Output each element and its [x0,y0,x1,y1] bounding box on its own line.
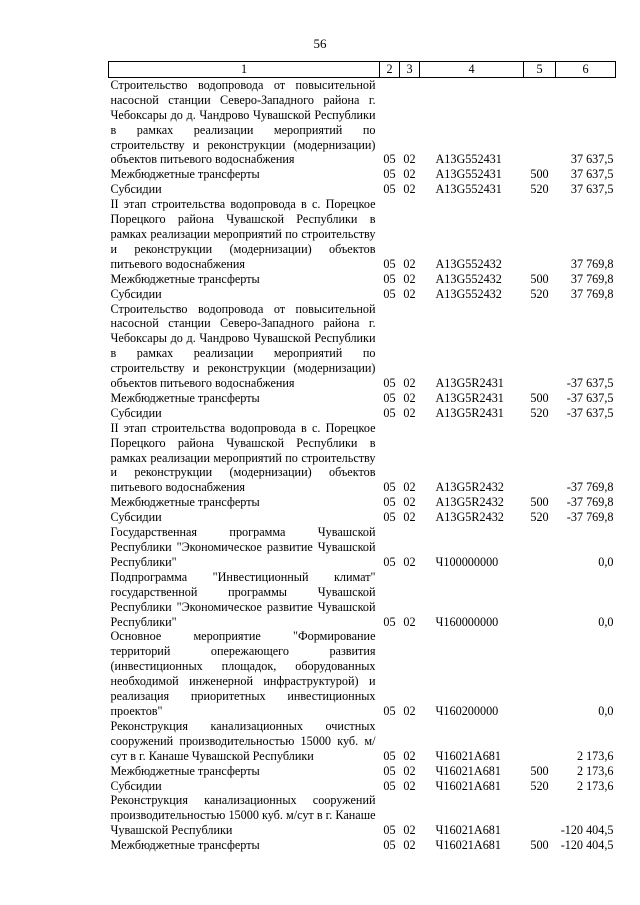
row-target-article: Ч16021А681 [435,778,501,793]
row-target-article: Ч16021А681 [435,823,501,838]
row-target-article: А13G5R2431 [435,390,504,405]
row-section: 05 [383,495,396,510]
table-row [109,421,616,496]
row-expense-type: 520 [530,510,549,525]
row-name: Субсидии [110,286,162,301]
row-expense-type: 520 [530,182,549,197]
row-target-article: Ч100000000 [435,554,499,569]
row-amount: 2 173,6 [576,763,614,778]
row-subsection: 02 [403,703,416,718]
row-subsection: 02 [403,763,416,778]
row-section: 05 [383,823,396,838]
table-row [109,570,616,630]
table-row [109,272,616,287]
row-subsection: 02 [403,376,416,391]
table-row [109,779,616,794]
table-row [109,167,616,182]
table-row [109,793,616,838]
row-subsection: 02 [403,286,416,301]
row-target-article: А13G5R2432 [435,480,504,495]
row-expense-type: 520 [530,286,549,301]
row-name: Межбюджетные трансферты [110,167,260,182]
row-section: 05 [383,703,396,718]
row-target-article: А13G5R2432 [435,495,504,510]
row-subsection: 02 [403,152,416,167]
table-row [109,287,616,302]
row-section: 05 [383,838,396,853]
header-col-4: 4 [420,62,524,78]
table-row [109,525,616,570]
row-expense-type: 500 [530,495,549,510]
row-subsection: 02 [403,182,416,197]
row-subsection: 02 [403,271,416,286]
row-section: 05 [383,778,396,793]
row-expense-type: 500 [530,271,549,286]
table-row [109,77,616,167]
row-expense-type [524,77,556,167]
row-expense-type [524,793,556,838]
row-section: 05 [383,748,396,763]
page-number: 56 [313,36,327,51]
row-section: 05 [383,510,396,525]
row-amount: -37 769,8 [566,510,614,525]
row-amount: 37 769,8 [570,256,614,271]
table-row [109,495,616,510]
row-amount: -37 637,5 [566,390,614,405]
row-subsection: 02 [403,480,416,495]
row-amount: -120 404,5 [560,823,614,838]
row-amount: -37 769,8 [566,495,614,510]
row-amount: 37 637,5 [570,152,614,167]
row-name: II этап строительства водопровода в с. Порецкое Порецкого района Чувашской Республики в рамках реализации мероприятий по строительству и реконструкции (модернизации) объектов питьевого водоснабжения [110,420,376,495]
row-target-article: А13G552431 [435,182,502,197]
row-target-article: А13G5R2432 [435,510,504,525]
row-name: Межбюджетные трансферты [110,495,260,510]
row-subsection: 02 [403,614,416,629]
table-row [109,719,616,764]
row-amount: -37 637,5 [566,376,614,391]
row-expense-type [524,629,556,718]
header-col-6: 6 [556,62,616,78]
row-section: 05 [383,376,396,391]
row-name: Основное мероприятие "Формирование территорий опережающего развития (инвестиционных площадок, оборудованных необходимой инженерной инфраструктурой) и реализация приоритетных инвестиционных проектов" [110,629,376,718]
row-section: 05 [383,480,396,495]
row-amount: -37 769,8 [566,480,614,495]
row-amount: 0,0 [598,703,614,718]
table-row [109,406,616,421]
row-name: Реконструкция канализационных сооружений производительностью 15000 куб. м/сут в г. Канаше Чувашской Республики [110,793,376,838]
table-row [109,838,616,853]
row-expense-type [524,197,556,272]
header-col-2: 2 [380,62,400,78]
row-section: 05 [383,405,396,420]
row-subsection: 02 [403,838,416,853]
row-section: 05 [383,152,396,167]
row-section: 05 [383,763,396,778]
row-target-article: Ч16021А681 [435,838,501,853]
row-target-article: Ч16021А681 [435,748,501,763]
row-subsection: 02 [403,495,416,510]
row-expense-type [524,719,556,764]
row-subsection: 02 [403,510,416,525]
header-col-3: 3 [400,62,420,78]
row-amount: 2 173,6 [576,748,614,763]
row-target-article: А13G5R2431 [435,405,504,420]
table-row [109,764,616,779]
row-subsection: 02 [403,778,416,793]
row-section: 05 [383,286,396,301]
row-amount: -120 404,5 [560,838,614,853]
row-expense-type [524,421,556,496]
row-amount: 37 637,5 [570,182,614,197]
row-section: 05 [383,182,396,197]
row-name: Государственная программа Чувашской Республики "Экономическое развитие Чувашской Республики" [110,525,376,569]
row-expense-type: 500 [530,390,549,405]
row-name: Субсидии [110,182,162,197]
row-amount: 37 769,8 [570,286,614,301]
row-amount: 37 769,8 [570,271,614,286]
row-name: Строительство водопровода от повысительной насосной станции Северо-Западного района г. Чебоксары до д. Чандрово Чувашской Республики в рамках реализации мероприятий по строительству и реконструкции (модернизации) объектов питьевого водоснабжения [110,77,376,167]
row-expense-type [524,302,556,391]
row-name: II этап строительства водопровода в с. Порецкое Порецкого района Чувашской Республики в рамках реализации мероприятий по строительству и реконструкции (модернизации) объектов питьевого водоснабжения [110,197,376,271]
row-target-article: А13G552431 [435,167,502,182]
header-col-5: 5 [524,62,556,78]
row-amount: 2 173,6 [576,778,614,793]
row-target-article: Ч160200000 [435,703,499,718]
table-row [109,197,616,272]
header-col-1: 1 [109,62,380,78]
table-row [109,629,616,718]
row-section: 05 [383,554,396,569]
row-name: Субсидии [110,778,162,793]
row-subsection: 02 [403,390,416,405]
table-row [109,510,616,525]
row-target-article: А13G552431 [435,152,502,167]
row-expense-type: 520 [530,405,549,420]
row-expense-type [524,570,556,630]
row-subsection: 02 [403,554,416,569]
row-name: Межбюджетные трансферты [110,390,260,405]
row-target-article: Ч160000000 [435,614,499,629]
row-name: Подпрограмма "Инвестиционный климат" государственной программы Чувашской Республики "Экономическое развитие Чувашской Республики" [110,569,376,629]
row-target-article: А13G552432 [435,271,502,286]
row-subsection: 02 [403,748,416,763]
row-expense-type: 500 [530,167,549,182]
row-expense-type: 500 [530,838,549,853]
row-name: Субсидии [110,405,162,420]
row-section: 05 [383,256,396,271]
row-expense-type: 500 [530,763,549,778]
row-amount: 0,0 [598,614,614,629]
row-name: Реконструкция канализационных очистных сооружений производительностью 15000 куб. м/сут в г. Канаше Чувашской Республики [110,718,376,763]
row-expense-type [524,525,556,570]
row-name: Межбюджетные трансферты [110,838,260,853]
table-body [109,77,616,853]
row-subsection: 02 [403,823,416,838]
table-header-row [109,62,616,78]
row-name: Межбюджетные трансферты [110,271,260,286]
row-amount: 37 637,5 [570,167,614,182]
row-name: Межбюджетные трансферты [110,763,260,778]
row-target-article: Ч16021А681 [435,763,501,778]
row-section: 05 [383,614,396,629]
row-name: Строительство водопровода от повысительной насосной станции Северо-Западного района г. Чебоксары до д. Чандрово Чувашской Республики в рамках реализации мероприятий по строительству и реконструкции (модернизации) объектов питьевого водоснабжения [110,301,376,391]
table-row [109,391,616,406]
budget-table [108,61,616,853]
row-section: 05 [383,390,396,405]
row-target-article: А13G5R2431 [435,376,504,391]
row-subsection: 02 [403,167,416,182]
row-target-article: А13G552432 [435,256,502,271]
table-row [109,302,616,391]
row-amount: -37 637,5 [566,405,614,420]
row-subsection: 02 [403,405,416,420]
row-name: Субсидии [110,510,162,525]
row-expense-type: 520 [530,778,549,793]
row-subsection: 02 [403,256,416,271]
table-row [109,182,616,197]
row-amount: 0,0 [598,554,614,569]
row-target-article: А13G552432 [435,286,502,301]
row-section: 05 [383,271,396,286]
row-section: 05 [383,167,396,182]
